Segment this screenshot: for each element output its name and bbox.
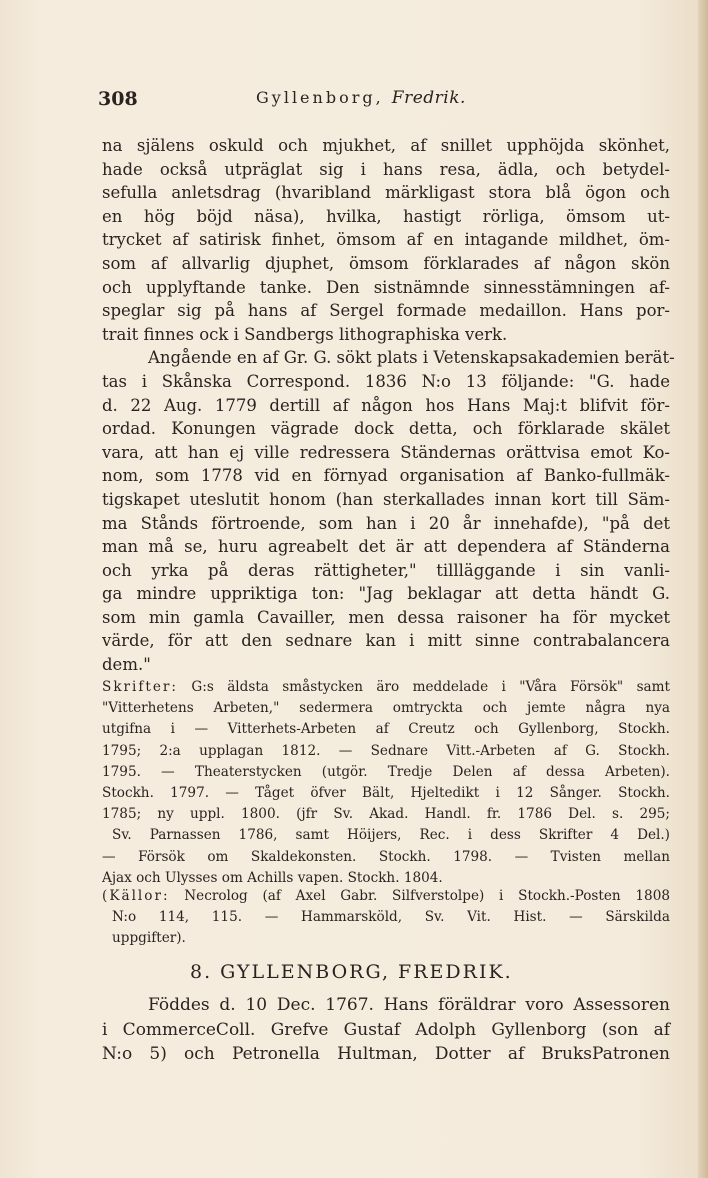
sources-line: uppgifter). [112,930,186,947]
body-line: och upplyftande tanke. Den sistnämnde sinnesstämningen af- [102,277,670,297]
page-number: 308 [98,88,138,110]
writings-section [102,677,672,889]
body-line: ma Stånds förtroende, som han i 20 år innehafde), "på det [102,513,670,533]
body-line: som af allvarlig djuphet, ömsom förklarades af någon skön [102,253,670,273]
entry-text [102,993,672,1067]
body-line: sefulla anletsdrag (hvaribland märkligast stora blå ögon och [102,183,670,203]
body-line: värde, för att den sednare kan i mitt sinne contrabalancera [102,631,670,651]
sources-line [102,886,670,907]
entry-heading: 8. GYLLENBORG, FREDRIK. [190,961,513,983]
body-line: nom, som 1778 vid en förnyad organisation af Banko-fullmäk- [102,466,670,486]
body-line: man må se, huru agreabelt det är att dependera af Ständerna [102,537,670,557]
entry-line: N:o 5) och Petronella Hultman, Dotter af BruksPatronen [102,1044,670,1064]
writings-line: Sv. Parnassen 1786, samt Höijers, Rec. i dess Skrifter 4 Del.) [112,827,670,844]
writings-line: "Vitterhetens Arbeten," sedermera omtryckta och jemte några nya [102,700,670,717]
writings-line: 1795; 2:a upplagan 1812. — Sednare Vitt.-Arbeten af G. Stockh. [102,742,670,759]
running-head-name: Gyllenborg, [256,88,384,107]
body-line: speglar sig på hans af Sergel formade medaillon. Hans por- [102,301,670,321]
body-line: ga mindre uppriktiga ton: "Jag beklagar att detta händt G. [102,584,670,604]
sources-label-text: Källor: [109,888,170,904]
body-line: ordad. Konungen vägrade dock detta, och förklarade skälet [102,419,670,439]
running-head-first-name: Fredrik. [391,88,466,108]
body-line: Angående en af Gr. G. sökt plats i Vetenskapsakademien berät- [148,348,675,368]
body-line: vara, att han ej ville redressera Ständernas orättvisa emot Ko- [102,442,670,462]
sources-section [102,886,672,950]
body-line: dem." [102,655,151,675]
writings-line: Stockh. 1797. — Tåget öfver Bält, Hjeltedikt i 12 Sånger. Stockh. [102,784,670,801]
entry-line: i CommerceColl. Grefve Gustaf Adolph Gyllenborg (son af [102,1019,670,1040]
page-header [98,88,658,118]
entry-line: Föddes d. 10 Dec. 1767. Hans föräldrar voro Assessoren [148,995,670,1015]
sources-text: Necrolog (af Axel Gabr. Silfverstolpe) i Stockh.-Posten 1808 [184,888,670,904]
body-line: tigskapet uteslutit honom (han sterkallades innan kort till Säm- [102,489,670,509]
body-line: trait finnes ock i Sandbergs lithographiska verk. [102,324,508,344]
page-edge [698,0,708,1178]
writings-label: Skrifter: [102,679,179,695]
body-line: en hög böjd näsa), hvilka, hastigt rörliga, ömsom ut- [102,206,670,226]
body-line: na själens oskuld och mjukhet, af snillet upphöjda skönhet, [102,136,670,155]
body-line: tas i Skånska Correspond. 1836 N:o 13 följande: "G. hade [102,371,670,391]
writings-line: 1785; ny uppl. 1800. (jfr Sv. Akad. Handl. fr. 1786 Del. s. 295; [102,806,670,823]
body-text [102,134,675,677]
writings-line: 1795. — Theaterstycken (utgör. Tredje Delen af dessa Arbeten). [102,763,670,780]
body-line: d. 22 Aug. 1779 dertill af någon hos Hans Maj:t blifvit för- [102,395,670,415]
body-line: som min gamla Cavailler, men dessa raisoner ha för mycket [102,607,670,627]
writings-line [102,677,670,698]
running-head [256,88,466,108]
writings-line: — Försök om Skaldekonsten. Stockh. 1798. — Tvisten mellan [102,848,670,865]
writings-text: G:s äldsta småstycken äro meddelade i "Våra Försök" samt [191,679,670,695]
sources-line: N:o 114, 115. — Hammarsköld, Sv. Vit. Hist. — Särskilda [112,909,670,926]
body-line: trycket af satirisk finhet, ömsom af en intagande mildhet, öm- [102,230,670,250]
body-line: hade också utpräglat sig i hans resa, ädla, och betydel- [102,159,670,179]
writings-line: Ajax och Ulysses om Achills vapen. Stockh. 1804. [102,869,443,886]
writings-line: utgifna i — Vitterhets-Arbeten af Creutz och Gyllenborg, Stockh. [102,721,670,738]
body-line: och yrka på deras rättigheter," tillläggande i sin vanli- [102,560,670,580]
sources-label: (Källor: [102,888,170,904]
